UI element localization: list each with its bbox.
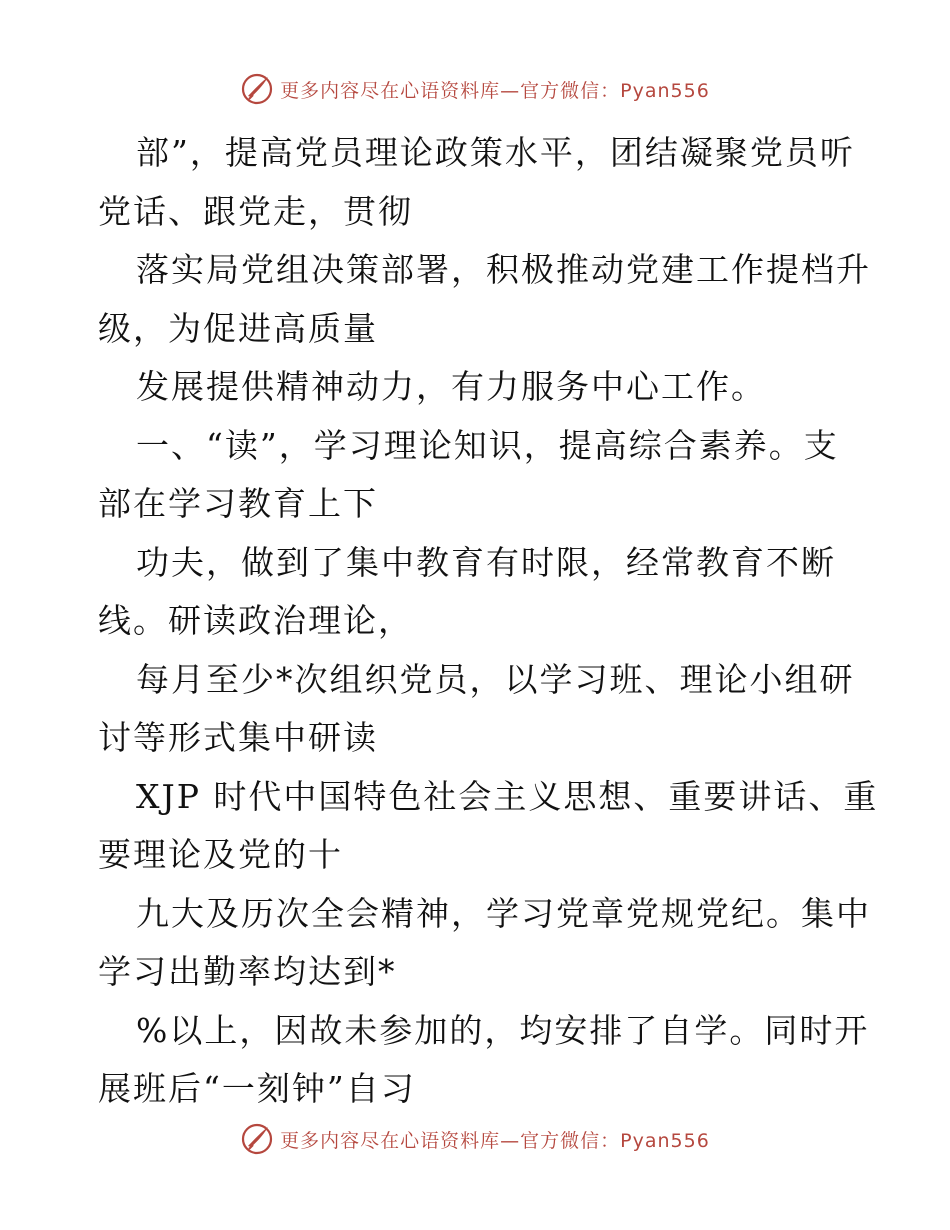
paragraph-line: 部”，提高党员理论政策水平，团结凝聚党员听	[136, 133, 855, 172]
paragraph-line: 学习出勤率均达到*	[98, 952, 397, 991]
paragraph-line: XJP 时代中国特色社会主义思想、重要讲话、重	[136, 776, 879, 816]
footer-banner-text: 更多内容尽在心语资料库—官方微信：Pyan556	[280, 1129, 710, 1152]
paragraph-line: 级，为促进高质量	[98, 308, 378, 348]
paragraph-3	[98, 358, 858, 417]
paragraph-9	[98, 1002, 870, 1119]
paragraph-5	[98, 534, 858, 651]
document-body	[98, 124, 879, 1119]
paragraph-8	[98, 885, 871, 1002]
paragraph-line: 党话、跟党走，贯彻	[98, 191, 413, 231]
paragraph-line: 九大及历次全会精神，学习党章党规党纪。集中	[136, 893, 871, 933]
header-banner	[0, 72, 950, 106]
paragraph-line: 功夫，做到了集中教育有时限，经常教育不断	[136, 542, 836, 582]
paragraph-line: 发展提供精神动力，有力服务中心工作。	[136, 367, 766, 406]
paragraph-line: 落实局党组决策部署，积极推动党建工作提档升	[136, 250, 871, 289]
footer-banner	[0, 1122, 950, 1156]
paragraph-4	[98, 417, 858, 534]
paragraph-line: 每月至少*次组织党员，以学习班、理论小组研	[136, 659, 855, 699]
header-banner-text: 更多内容尽在心语资料库—官方微信：Pyan556	[280, 79, 710, 102]
paragraph-line: 线。研读政治理论，	[98, 601, 413, 640]
paragraph-line: 要理论及党的十	[98, 835, 343, 874]
quill-pen-logo-icon	[240, 1122, 274, 1156]
paragraph-line: 讨等形式集中研读	[98, 718, 378, 757]
paragraph-2	[98, 241, 871, 358]
paragraph-6	[98, 651, 858, 768]
quill-pen-logo-icon	[240, 72, 274, 106]
paragraph-line: 一、“读”，学习理论知识，提高综合素养。支	[136, 425, 839, 465]
paragraph-1	[98, 124, 858, 241]
paragraph-line: 展班后“一刻钟”自习	[98, 1069, 416, 1108]
paragraph-line: 部在学习教育上下	[98, 484, 378, 523]
paragraph-line: %以上，因故未参加的，均安排了自学。同时开	[136, 1010, 870, 1050]
paragraph-7	[98, 768, 879, 885]
